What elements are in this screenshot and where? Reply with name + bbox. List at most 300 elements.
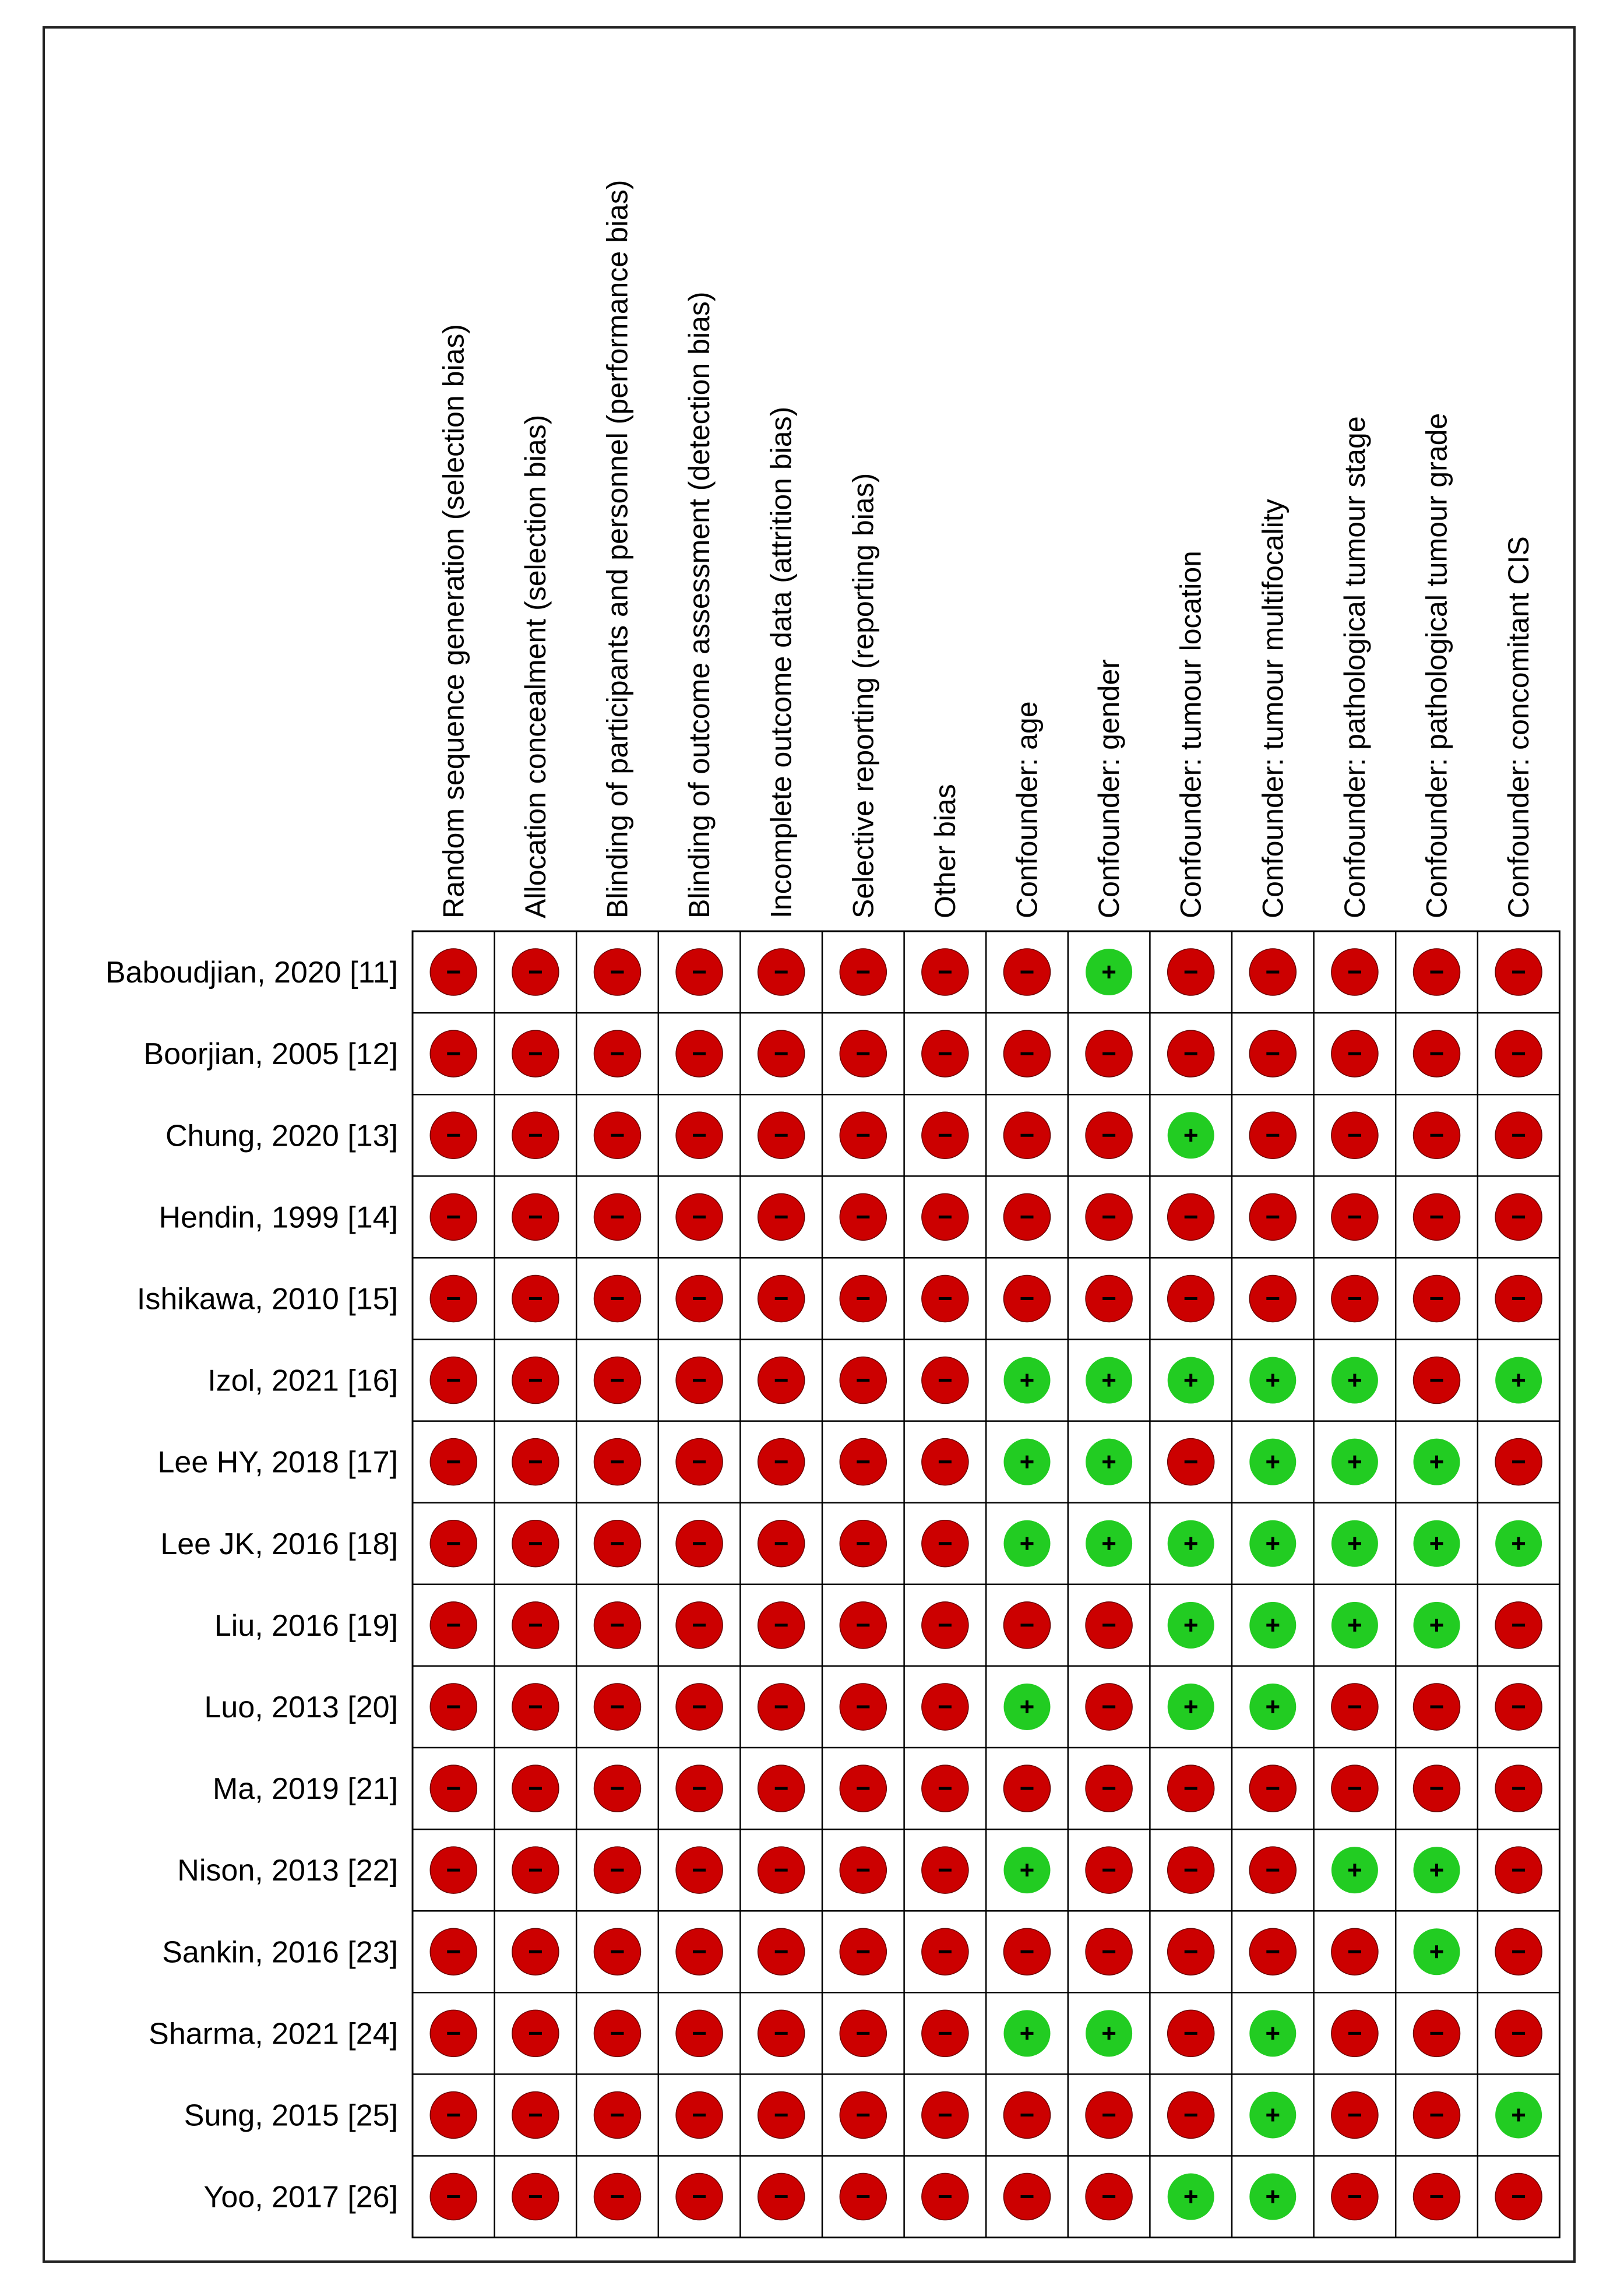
study-label: Nison, 2013 [22] [177, 1854, 398, 1888]
low-risk-marker [1414, 1439, 1460, 1485]
minus-icon [775, 1134, 788, 1137]
minus-icon [1431, 1052, 1443, 1055]
study-label: Baboudjian, 2020 [11] [105, 956, 398, 990]
plus-icon-v [1026, 1864, 1028, 1876]
low-risk-marker [1249, 1602, 1296, 1649]
minus-icon [1431, 1787, 1443, 1790]
plus-icon-v [1189, 1129, 1192, 1142]
minus-icon [1512, 1052, 1525, 1055]
minus-icon [1021, 971, 1034, 974]
column-header: Confounder: pathological tumour stage [1338, 416, 1371, 918]
plus-icon-v [1108, 2027, 1111, 2040]
plus-icon-v [1517, 2108, 1520, 2121]
high-risk-marker [840, 1357, 886, 1404]
minus-icon [857, 1950, 869, 1953]
plus-icon-v [1435, 1945, 1438, 1958]
column-header: Blinding of outcome assessment (detection bias) [683, 291, 716, 918]
low-risk-marker [1414, 1520, 1460, 1567]
minus-icon [611, 1950, 624, 1953]
study-label: Luo, 2013 [20] [204, 1690, 398, 1724]
minus-icon [693, 1216, 706, 1219]
low-risk-marker [1004, 1357, 1051, 1404]
high-risk-marker [594, 1439, 641, 1485]
high-risk-marker [1249, 949, 1296, 995]
high-risk-marker [430, 1928, 477, 1975]
minus-icon [1102, 1705, 1115, 1708]
high-risk-marker [1331, 1765, 1378, 1812]
minus-icon [693, 1787, 706, 1790]
high-risk-marker [1004, 1112, 1051, 1158]
minus-icon [611, 2032, 624, 2035]
high-risk-marker [1331, 1684, 1378, 1730]
minus-icon [857, 971, 869, 974]
minus-icon [447, 2114, 460, 2117]
low-risk-marker [1004, 1684, 1051, 1730]
low-risk-marker [1086, 2010, 1132, 2056]
minus-icon [693, 1134, 706, 1137]
plus-icon-v [1435, 1619, 1438, 1632]
minus-icon [529, 1379, 542, 1382]
minus-icon [611, 1216, 624, 1219]
high-risk-marker [430, 1520, 477, 1567]
minus-icon [611, 1052, 624, 1055]
low-risk-marker [1331, 1439, 1378, 1485]
minus-icon [1102, 1052, 1115, 1055]
minus-icon [447, 1787, 460, 1790]
minus-icon [1266, 1869, 1279, 1872]
minus-icon [529, 1052, 542, 1055]
minus-icon [693, 1624, 706, 1626]
high-risk-marker [1331, 949, 1378, 995]
plus-icon-v [1271, 2108, 1274, 2121]
high-risk-marker [430, 1193, 477, 1240]
high-risk-marker [676, 949, 723, 995]
high-risk-marker [840, 2091, 886, 2138]
minus-icon [693, 2114, 706, 2117]
plus-icon-v [1517, 1537, 1520, 1550]
plus-icon-v [1189, 1537, 1192, 1550]
high-risk-marker [594, 1520, 641, 1567]
minus-icon [447, 1869, 460, 1872]
high-risk-marker [512, 1030, 559, 1077]
high-risk-marker [594, 1928, 641, 1975]
minus-icon [1021, 1297, 1034, 1300]
minus-icon [939, 2114, 952, 2117]
high-risk-marker [1414, 2174, 1460, 2220]
high-risk-marker [676, 2174, 723, 2220]
high-risk-marker [1414, 949, 1460, 995]
minus-icon [693, 1950, 706, 1953]
high-risk-marker [1086, 1193, 1132, 1240]
minus-icon [1431, 2114, 1443, 2117]
high-risk-marker [512, 1847, 559, 1893]
high-risk-marker [430, 1765, 477, 1812]
high-risk-marker [758, 1439, 805, 1485]
high-risk-marker [840, 2010, 886, 2056]
minus-icon [1102, 1216, 1115, 1219]
minus-icon [857, 2195, 869, 2198]
high-risk-marker [512, 949, 559, 995]
study-label: Hendin, 1999 [14] [158, 1200, 398, 1235]
low-risk-marker [1004, 1439, 1051, 1485]
high-risk-marker [1495, 949, 1542, 995]
minus-icon [775, 1460, 788, 1463]
high-risk-marker [1331, 1275, 1378, 1322]
minus-icon [529, 1705, 542, 1708]
plus-icon-v [1189, 2191, 1192, 2203]
minus-icon [1266, 1787, 1279, 1790]
minus-icon [775, 1624, 788, 1626]
minus-icon [1431, 1379, 1443, 1382]
high-risk-marker [840, 1520, 886, 1567]
high-risk-marker [1004, 1193, 1051, 1240]
high-risk-marker [1168, 949, 1214, 995]
high-risk-marker [922, 1520, 968, 1567]
high-risk-marker [594, 1030, 641, 1077]
minus-icon [1348, 2114, 1361, 2117]
minus-icon [1185, 1297, 1197, 1300]
high-risk-marker [922, 1439, 968, 1485]
minus-icon [1021, 1052, 1034, 1055]
minus-icon [1266, 1297, 1279, 1300]
minus-icon [857, 1379, 869, 1382]
low-risk-marker [1249, 1684, 1296, 1730]
minus-icon [939, 2032, 952, 2035]
high-risk-marker [430, 1439, 477, 1485]
high-risk-marker [758, 1765, 805, 1812]
high-risk-marker [1331, 2010, 1378, 2056]
minus-icon [1431, 2195, 1443, 2198]
high-risk-marker [430, 1847, 477, 1893]
high-risk-marker [758, 1112, 805, 1158]
minus-icon [1266, 1052, 1279, 1055]
minus-icon [939, 1052, 952, 1055]
minus-icon [1266, 1950, 1279, 1953]
minus-icon [693, 1052, 706, 1055]
study-label: Ma, 2019 [21] [213, 1772, 398, 1806]
high-risk-marker [758, 1357, 805, 1404]
high-risk-marker [840, 1847, 886, 1893]
minus-icon [1348, 1216, 1361, 1219]
high-risk-marker [922, 1928, 968, 1975]
high-risk-marker [1495, 1684, 1542, 1730]
minus-icon [775, 1950, 788, 1953]
minus-icon [611, 1542, 624, 1545]
high-risk-marker [430, 1357, 477, 1404]
minus-icon [1021, 1950, 1034, 1953]
column-header: Confounder: gender [1093, 659, 1126, 918]
high-risk-marker [512, 1684, 559, 1730]
high-risk-marker [758, 1520, 805, 1567]
minus-icon [775, 2032, 788, 2035]
high-risk-marker [922, 1275, 968, 1322]
study-label: Yoo, 2017 [26] [203, 2180, 398, 2214]
minus-icon [1431, 971, 1443, 974]
minus-icon [1021, 1216, 1034, 1219]
minus-icon [447, 2032, 460, 2035]
minus-icon [1185, 2032, 1197, 2035]
minus-icon [1512, 1216, 1525, 1219]
minus-icon [611, 1297, 624, 1300]
minus-icon [611, 1705, 624, 1708]
high-risk-marker [1495, 1112, 1542, 1158]
high-risk-marker [512, 1928, 559, 1975]
low-risk-marker [1414, 1928, 1460, 1975]
high-risk-marker [430, 1684, 477, 1730]
high-risk-marker [594, 1112, 641, 1158]
high-risk-marker [1495, 1765, 1542, 1812]
high-risk-marker [512, 2010, 559, 2056]
high-risk-marker [1495, 1928, 1542, 1975]
high-risk-marker [512, 1112, 559, 1158]
high-risk-marker [758, 2010, 805, 2056]
high-risk-marker [512, 2174, 559, 2220]
minus-icon [857, 2114, 869, 2117]
high-risk-marker [758, 1847, 805, 1893]
high-risk-marker [1086, 1602, 1132, 1649]
high-risk-marker [1086, 1112, 1132, 1158]
low-risk-marker [1086, 949, 1132, 995]
minus-icon [857, 1624, 869, 1626]
minus-icon [939, 1297, 952, 1300]
minus-icon [1348, 1705, 1361, 1708]
minus-icon [1102, 2195, 1115, 2198]
high-risk-marker [922, 2174, 968, 2220]
minus-icon [529, 2032, 542, 2035]
high-risk-marker [1004, 1928, 1051, 1975]
low-risk-marker [1004, 2010, 1051, 2056]
high-risk-marker [594, 1602, 641, 1649]
column-header: Selective reporting (reporting bias) [847, 473, 880, 918]
high-risk-marker [1414, 1275, 1460, 1322]
high-risk-marker [1414, 2091, 1460, 2138]
study-label: Sankin, 2016 [23] [162, 1935, 398, 1970]
high-risk-marker [840, 1765, 886, 1812]
high-risk-marker [594, 949, 641, 995]
minus-icon [529, 1624, 542, 1626]
minus-icon [1102, 1134, 1115, 1137]
high-risk-marker [1086, 1275, 1132, 1322]
minus-icon [447, 2195, 460, 2198]
minus-icon [611, 1624, 624, 1626]
minus-icon [1021, 1134, 1034, 1137]
minus-icon [447, 1542, 460, 1545]
high-risk-marker [1414, 1684, 1460, 1730]
high-risk-marker [1331, 1030, 1378, 1077]
high-risk-marker [676, 1275, 723, 1322]
minus-icon [447, 1052, 460, 1055]
minus-icon [1185, 971, 1197, 974]
low-risk-marker [1414, 1602, 1460, 1649]
minus-icon [447, 1379, 460, 1382]
minus-icon [693, 1869, 706, 1872]
minus-icon [857, 1134, 869, 1137]
high-risk-marker [594, 1684, 641, 1730]
table-row [160, 1520, 1542, 1567]
minus-icon [1021, 2195, 1034, 2198]
minus-icon [611, 1787, 624, 1790]
high-risk-marker [1249, 1030, 1296, 1077]
high-risk-marker [1004, 2091, 1051, 2138]
table-row [165, 1112, 1542, 1158]
table-row [143, 1030, 1542, 1077]
high-risk-marker [1414, 1112, 1460, 1158]
table-row [207, 1357, 1542, 1404]
low-risk-marker [1331, 1357, 1378, 1404]
minus-icon [1348, 1950, 1361, 1953]
high-risk-marker [758, 2091, 805, 2138]
high-risk-marker [1414, 1030, 1460, 1077]
high-risk-marker [1168, 2010, 1214, 2056]
low-risk-marker [1249, 2091, 1296, 2138]
minus-icon [1348, 1297, 1361, 1300]
minus-icon [1512, 2032, 1525, 2035]
plus-icon-v [1517, 1374, 1520, 1387]
minus-icon [857, 1705, 869, 1708]
high-risk-marker [1004, 1030, 1051, 1077]
study-label: Izol, 2021 [16] [207, 1364, 398, 1398]
minus-icon [1102, 1787, 1115, 1790]
high-risk-marker [594, 1765, 641, 1812]
high-risk-marker [922, 1112, 968, 1158]
low-risk-marker [1168, 1520, 1214, 1567]
low-risk-marker [1086, 1357, 1132, 1404]
minus-icon [775, 2195, 788, 2198]
high-risk-marker [676, 1684, 723, 1730]
plus-icon-v [1026, 2027, 1028, 2040]
minus-icon [1348, 1052, 1361, 1055]
minus-icon [775, 1869, 788, 1872]
column-header: Confounder: age [1010, 701, 1044, 918]
high-risk-marker [1004, 949, 1051, 995]
minus-icon [1266, 971, 1279, 974]
study-label: Lee HY, 2018 [17] [157, 1445, 398, 1480]
minus-icon [1185, 1950, 1197, 1953]
minus-icon [1102, 1869, 1115, 1872]
low-risk-marker [1331, 1847, 1378, 1893]
high-risk-marker [922, 2010, 968, 2056]
high-risk-marker [758, 1030, 805, 1077]
minus-icon [775, 2114, 788, 2117]
minus-icon [1512, 2195, 1525, 2198]
high-risk-marker [1495, 1602, 1542, 1649]
plus-icon-v [1271, 1537, 1274, 1550]
table-row [158, 1439, 1542, 1485]
plus-icon-v [1435, 1864, 1438, 1876]
table-row [162, 1928, 1542, 1975]
minus-icon [1021, 2114, 1034, 2117]
plus-icon-v [1353, 1374, 1356, 1387]
high-risk-marker [1086, 1765, 1132, 1812]
high-risk-marker [430, 2174, 477, 2220]
minus-icon [529, 971, 542, 974]
high-risk-marker [1414, 1193, 1460, 1240]
minus-icon [693, 2032, 706, 2035]
low-risk-marker [1086, 1439, 1132, 1485]
minus-icon [1512, 1297, 1525, 1300]
high-risk-marker [1168, 2091, 1214, 2138]
minus-icon [447, 1216, 460, 1219]
plus-icon-v [1108, 1537, 1111, 1550]
high-risk-marker [676, 1030, 723, 1077]
minus-icon [1512, 1705, 1525, 1708]
study-label: Boorjian, 2005 [12] [143, 1037, 398, 1072]
minus-icon [1348, 1787, 1361, 1790]
column-header: Confounder: tumour location [1174, 551, 1207, 918]
high-risk-marker [922, 1847, 968, 1893]
minus-icon [857, 1787, 869, 1790]
minus-icon [1102, 1950, 1115, 1953]
minus-icon [939, 2195, 952, 2198]
high-risk-marker [840, 1275, 886, 1322]
column-headers [437, 180, 1535, 918]
minus-icon [939, 1950, 952, 1953]
minus-icon [939, 1134, 952, 1137]
column-header: Blinding of participants and personnel (performance bias) [601, 179, 634, 918]
minus-icon [1431, 1297, 1443, 1300]
study-label: Liu, 2016 [19] [214, 1608, 398, 1643]
minus-icon [939, 1216, 952, 1219]
minus-icon [939, 1542, 952, 1545]
high-risk-marker [1414, 1357, 1460, 1404]
low-risk-marker [1414, 1847, 1460, 1893]
plus-icon-v [1271, 1374, 1274, 1387]
high-risk-marker [512, 1765, 559, 1812]
minus-icon [1431, 1705, 1443, 1708]
minus-icon [939, 1787, 952, 1790]
high-risk-marker [512, 1602, 559, 1649]
plus-icon-v [1108, 966, 1111, 978]
minus-icon [529, 1787, 542, 1790]
low-risk-marker [1249, 1357, 1296, 1404]
high-risk-marker [1086, 1030, 1132, 1077]
high-risk-marker [512, 1439, 559, 1485]
plus-icon-v [1026, 1374, 1028, 1387]
minus-icon [775, 1705, 788, 1708]
minus-icon [939, 971, 952, 974]
minus-icon [1348, 2195, 1361, 2198]
table-row [184, 2091, 1542, 2138]
high-risk-marker [1086, 2091, 1132, 2138]
minus-icon [1431, 2032, 1443, 2035]
high-risk-marker [676, 1112, 723, 1158]
minus-icon [1512, 1460, 1525, 1463]
high-risk-marker [840, 1602, 886, 1649]
study-label: Chung, 2020 [13] [165, 1119, 398, 1153]
high-risk-marker [1495, 1275, 1542, 1322]
high-risk-marker [1168, 1030, 1214, 1077]
high-risk-marker [1168, 1193, 1214, 1240]
high-risk-marker [430, 1275, 477, 1322]
minus-icon [447, 1297, 460, 1300]
minus-icon [447, 1950, 460, 1953]
minus-icon [529, 1460, 542, 1463]
high-risk-marker [922, 1030, 968, 1077]
plus-icon-v [1189, 1700, 1192, 1713]
high-risk-marker [1249, 1765, 1296, 1812]
minus-icon [1348, 971, 1361, 974]
minus-icon [1185, 1787, 1197, 1790]
minus-icon [1512, 1624, 1525, 1626]
plus-icon-v [1353, 1619, 1356, 1632]
high-risk-marker [840, 1439, 886, 1485]
high-risk-marker [676, 1357, 723, 1404]
minus-icon [939, 1379, 952, 1382]
plus-icon-v [1353, 1456, 1356, 1469]
high-risk-marker [922, 1765, 968, 1812]
high-risk-marker [594, 1275, 641, 1322]
minus-icon [1512, 1869, 1525, 1872]
